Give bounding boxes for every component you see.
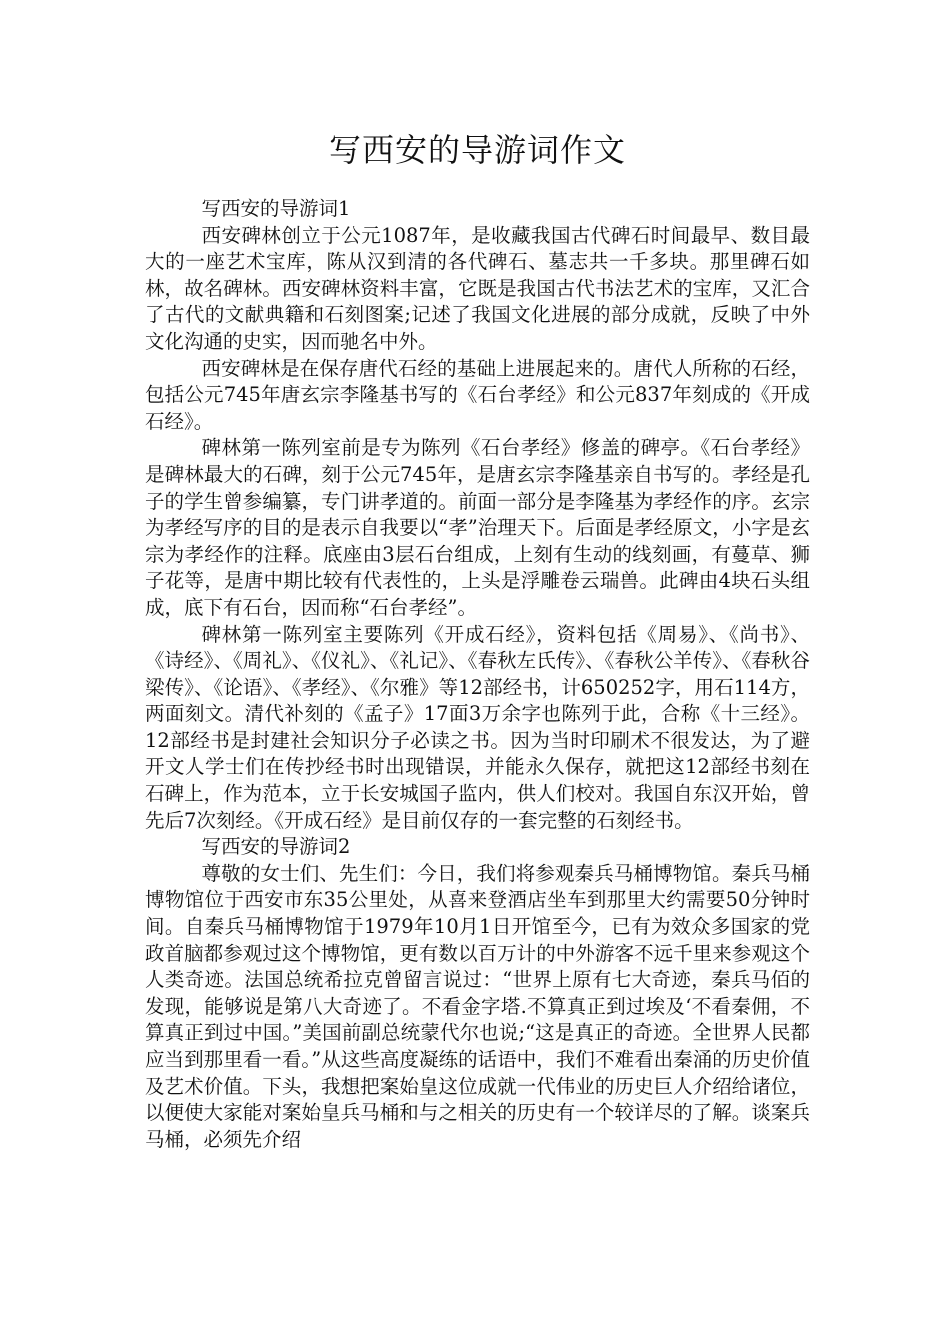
paragraph: 尊敬的女士们、先生们：今日，我们将参观秦兵马桶博物馆。秦兵马桶博物馆位于西安市东35公里处，从喜来登酒店坐车到那里大约需要50分钟时间。自秦兵马桶博物馆于1979年10月1日开馆至今，已有为效众多国家的党政首脑都参观过这个博物馆，更有数以百万计的中外游客不远千里来参观这个人类奇迹。法国总统希拉克曾留言说过：“世界上原有七大奇迹，秦兵马佰的发现，能够说是第八大奇迹了。不看金字塔.不算真正到过埃及‘不看秦佣，不算真正到过中国。”美国前副总统蒙代尔也说;“这是真正的奇迹。全世界人民都应当到那里看一看。”从这些高度凝练的话语中，我们不难看出秦涌的历史价值及艺术价值。下头，我想把案始皇这位成就一代伟业的历史巨人介绍给诸位，以便使大家能对案始皇兵马桶和与之相关的历史有一个较详尽的了解。谈案兵马桶，必须先介绍 [145,861,810,1151]
document-page [145,120,810,1153]
paragraph: 西安碑林是在保存唐代石经的基础上进展起来的。唐代人所称的石经，包括公元745年唐玄宗李隆基书写的《石台孝经》和公元837年刻成的《开成石经》。 [145,356,810,433]
paragraph: 碑林第一陈列室主要陈列《开成石经》，资料包括《周易》、《尚书》、《诗经》、《周礼》、《仪礼》、《礼记》、《春秋左氏传》、《春秋公羊传》、《春秋谷梁传》、《论语》、《孝经》、《尔雅》等12部经书，计650252字，用石114方，两面刻文。清代补刻的《孟子》17面3万余字也陈列于此，合称《十三经》。12部经书是封建社会知识分子必读之书。因为当时印刷术不很发达，为了避开文人学士们在传抄经书时出现错误，并能永久保存，就把这12部经书刻在石碑上，作为范本，立于长安城国子监内，供人们校对。我国自东汉开始，曾先后7次刻经。《开成石经》是目前仅存的一套完整的石刻经书。 [145,622,810,832]
document-body [145,196,810,1153]
paragraph: 西安碑林创立于公元1087年，是收藏我国古代碑石时间最早、数目最大的一座艺术宝库，陈从汉到清的各代碑石、墓志共一千多块。那里碑石如林，故名碑林。西安碑林资料丰富，它既是我国古代书法艺术的宝库，又汇合了古代的文献典籍和石刻图案;记述了我国文化进展的部分成就，反映了中外文化沟通的史实，因而驰名中外。 [145,223,810,353]
document-title: 写西安的导游词作文 [328,131,626,169]
paragraph: 碑林第一陈列室前是专为陈列《石台孝经》修盖的碑亭。《石台孝经》是碑林最大的石碑，刻于公元745年，是唐玄宗李隆基亲自书写的。孝经是孔子的学生曾参编纂，专门讲孝道的。前面一部分是李隆基为孝经作的序。玄宗为孝经写序的目的是表示自我要以“孝”治理天下。后面是孝经原文，小字是玄宗为孝经作的注释。底座由3层石台组成，上刻有生动的线刻画，有蔓草、狮子花等，是唐中期比较有代表性的，上头是浮雕卷云瑞兽。此碑由4块石头组成，底下有石台，因而称“石台孝经”。 [145,436,810,619]
section-heading-2: 写西安的导游词2 [201,835,351,859]
section-heading-1: 写西安的导游词1 [201,197,351,220]
